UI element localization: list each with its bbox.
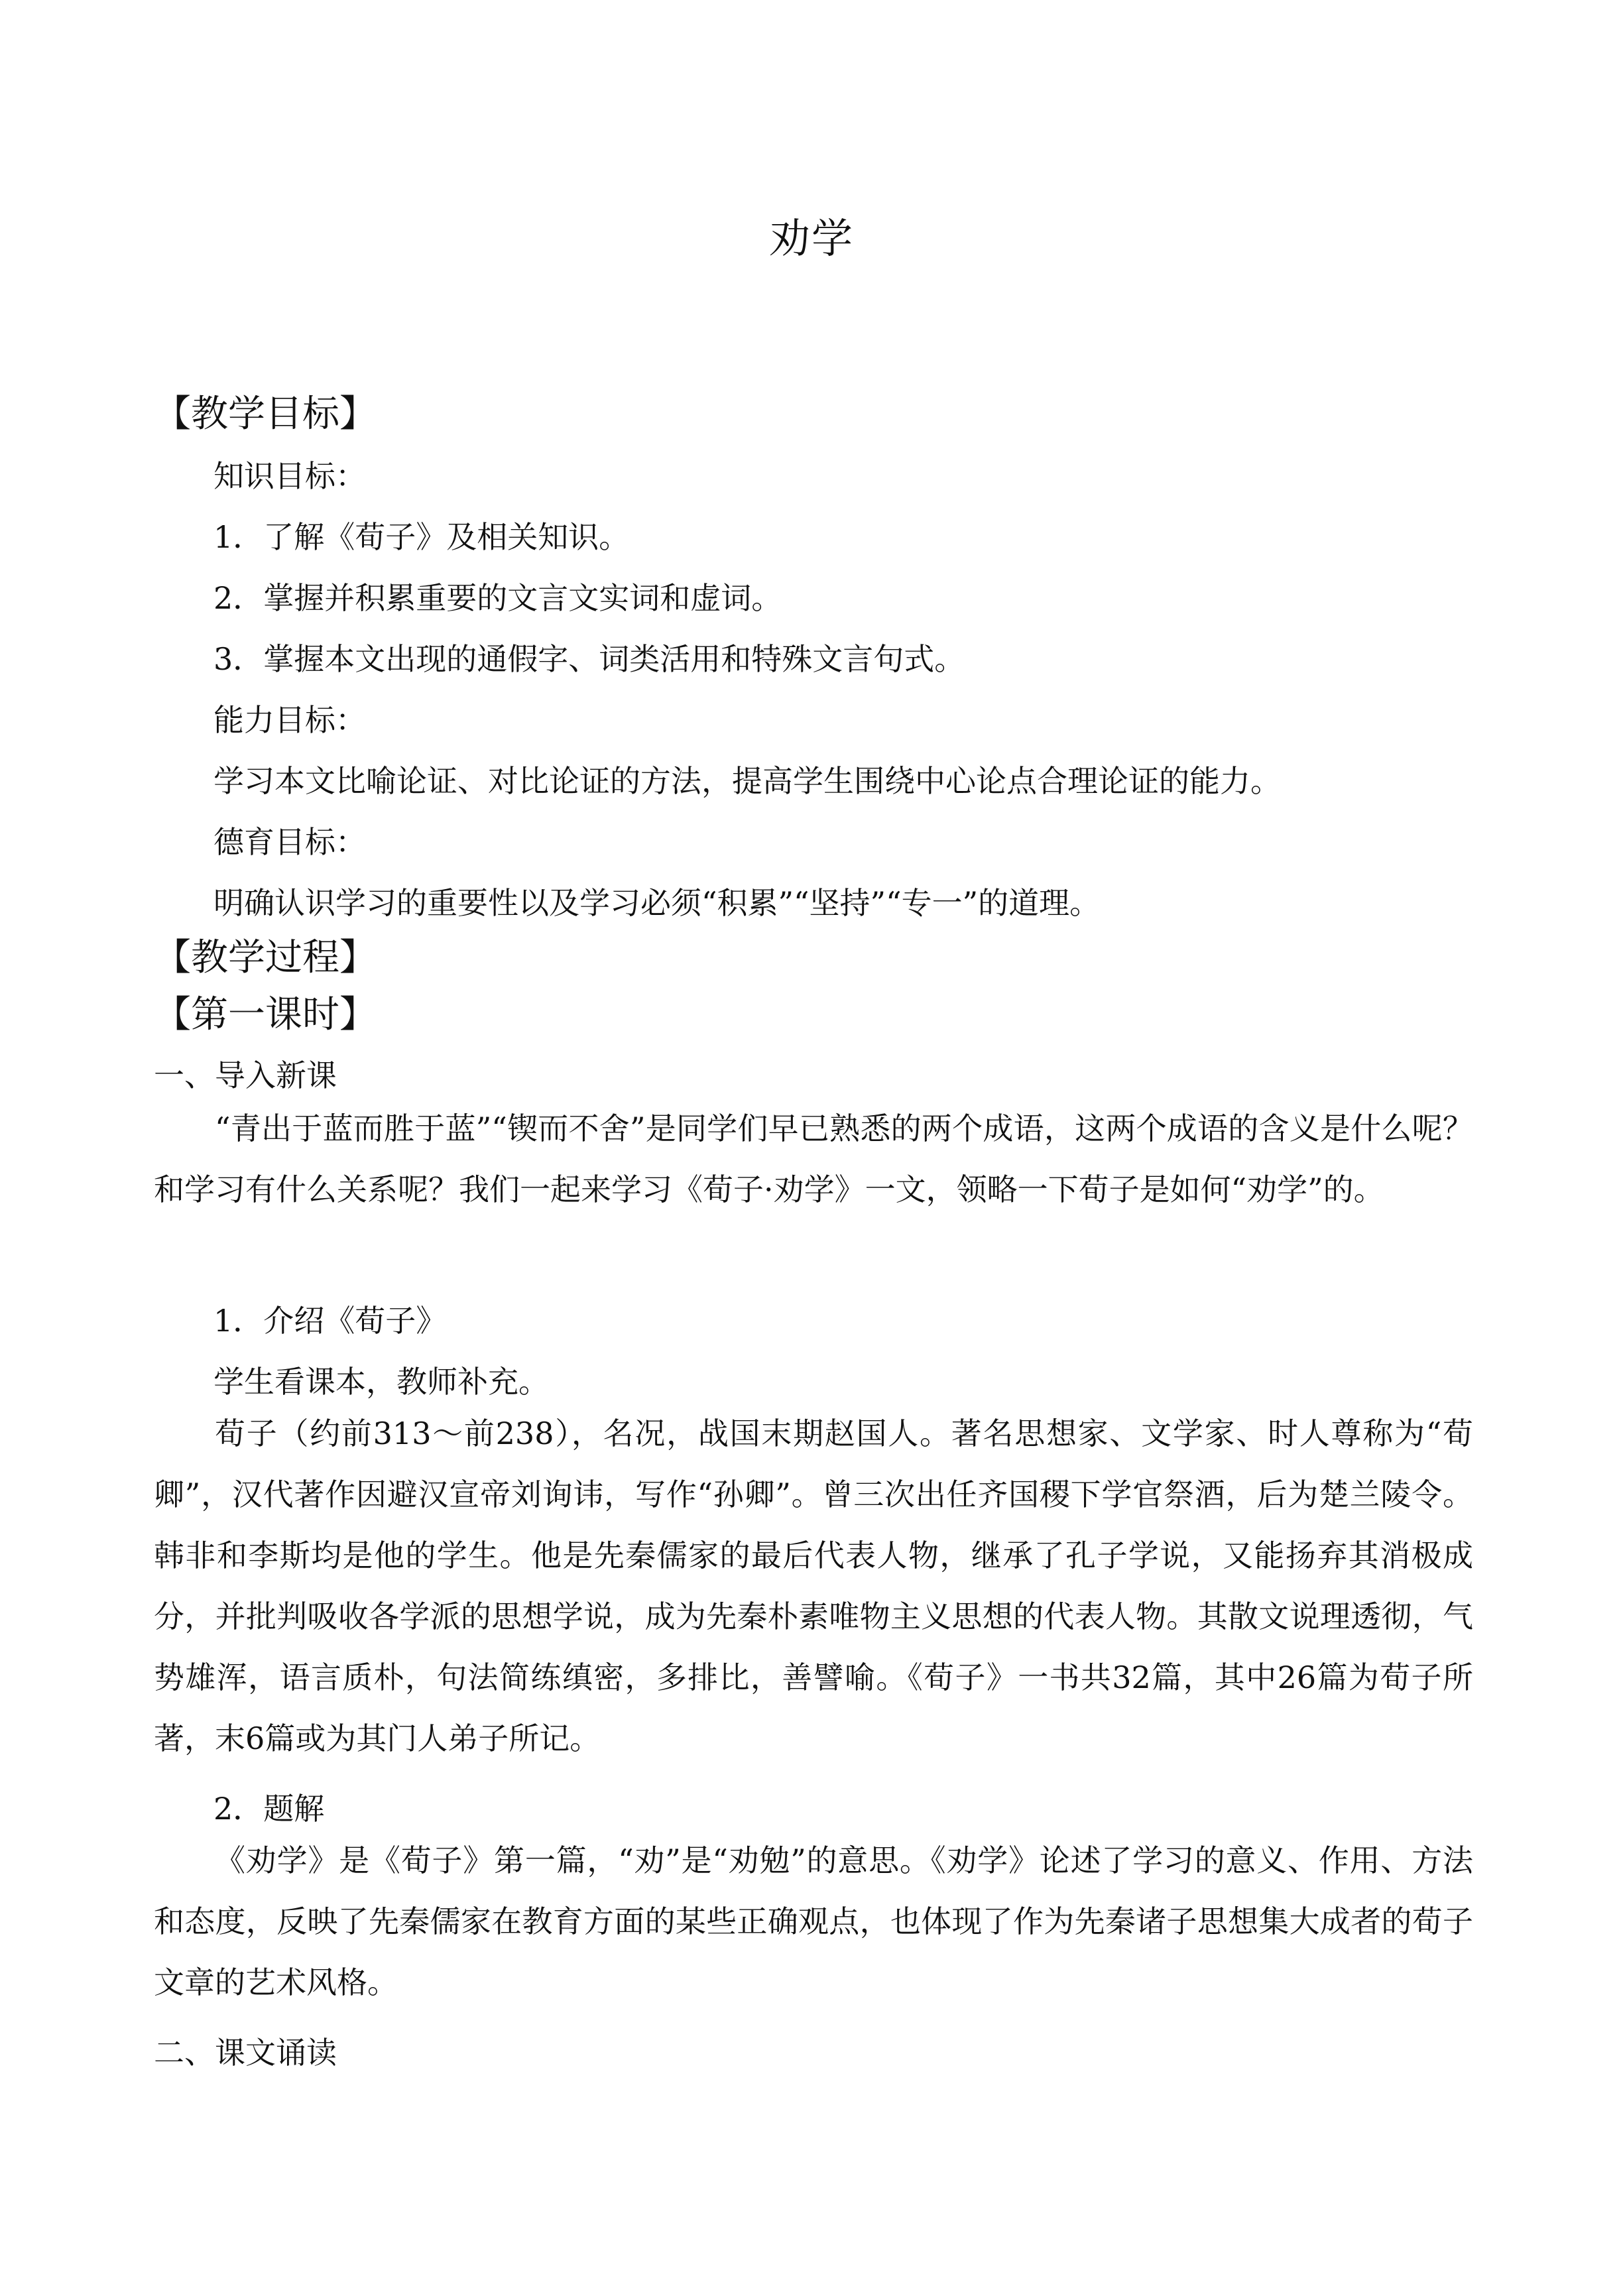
ability-goal-text: 学习本文比喻论证、对比论证的方法，提高学生围绕中心论点合理论证的能力。 — [213, 763, 1281, 799]
knowledge-item-3: 3．掌握本文出现的通假字、词类活用和特殊文言句式。 — [213, 641, 965, 677]
item-2-label: 2．题解 — [213, 1791, 325, 1827]
item-1-note: 学生看课本，教师补充。 — [213, 1364, 549, 1400]
ability-goal-label: 能力目标： — [213, 702, 366, 738]
knowledge-item-1: 1．了解《荀子》及相关知识。 — [213, 519, 630, 555]
knowledge-item-2: 2．掌握并积累重要的文言文实词和虚词。 — [213, 580, 782, 616]
knowledge-goal-label: 知识目标： — [213, 458, 366, 494]
first-lesson-heading: 【第一课时】 — [154, 993, 377, 1036]
section-1-heading: 一、导入新课 — [154, 1057, 337, 1093]
moral-goal-label: 德育目标： — [213, 824, 366, 860]
section-2-heading: 二、课文诵读 — [154, 2035, 337, 2071]
item-1-label: 1．介绍《荀子》 — [213, 1303, 447, 1339]
xunzi-introduction-paragraph: 荀子（约前313～前238），名况，战国末期赵国人。著名思想家、文学家、时人尊称为“荀卿”，汉代著作因避汉宣帝刘询讳，写作“孙卿”。曾三次出任齐国稷下学官祭酒，后为楚兰陵令。韩非和李斯均是他的学生。他是先秦儒家的最后代表人物，继承了孔子学说，又能扬弃其消极成分，并批判吸收各学派的思想学说，成为先秦朴素唯物主义思想的代表人物。其散文说理透彻，气势雄浑，语言质朴，句法简练缜密，多排比，善譬喻。《荀子》一书共32篇，其中26篇为荀子所著，末6篇或为其门人弟子所记。 — [154, 1416, 1473, 1756]
page-title: 劝学 — [768, 214, 854, 263]
teaching-process-heading: 【教学过程】 — [154, 936, 377, 979]
moral-goal-text: 明确认识学习的重要性以及学习必须“积累”“坚持”“专一”的道理。 — [213, 885, 1101, 921]
title-explanation-paragraph: 《劝学》是《荀子》第一篇，“劝”是“劝勉”的意思。《劝学》论述了学习的意义、作用、方法和态度，反映了先秦儒家在教育方面的某些正确观点，也体现了作为先秦诸子思想集大成者的荀子文章的艺术风格。 — [154, 1843, 1473, 2000]
intro-paragraph: “青出于蓝而胜于蓝”“锲而不舍”是同学们早已熟悉的两个成语，这两个成语的含义是什么呢？和学习有什么关系呢？我们一起来学习《荀子·劝学》一文，领略一下荀子是如何“劝学”的。 — [154, 1111, 1473, 1207]
teaching-goals-heading: 【教学目标】 — [154, 393, 377, 436]
